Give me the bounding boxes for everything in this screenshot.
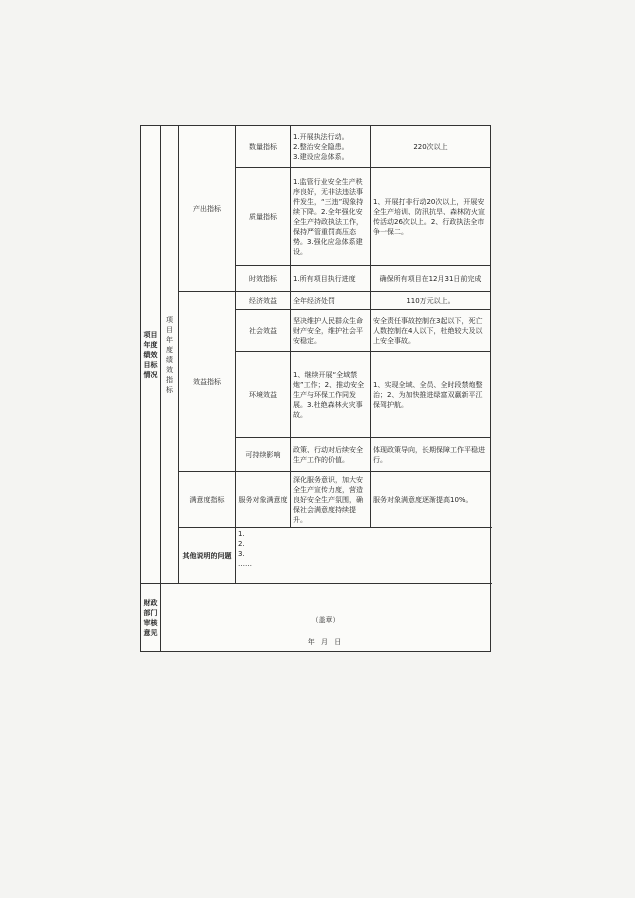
- indicator-name: 可持续影响: [236, 438, 291, 472]
- category-effect: 效益指标: [179, 292, 236, 472]
- indicator-target: 1、实现全域、全员、全时段禁炮整治；2、为加快推进绿富双赢新平江保驾护航。: [371, 352, 491, 438]
- indicator-content: 政策、行动对后续安全生产工作的价值。: [291, 438, 371, 472]
- note-line: 1.: [238, 530, 245, 538]
- indicator-content: 坚决维护人民群众生命财产安全，维护社会平安稳定。: [291, 310, 371, 352]
- review-label: 财政部门审核意见: [141, 584, 161, 652]
- other-notes-content: [236, 528, 491, 584]
- indicator-name: 时效指标: [236, 266, 291, 292]
- indicator-content: 1.监管行业安全生产秩序良好，无非法违法事件发生，“三违”现象持续下降。2.全年强化安全生产持政执法工作，保持严管重罚高压态势。3.强化应急体系建设。: [291, 168, 371, 266]
- indicator-target: 体现政策导向，长期保障工作平稳进行。: [371, 438, 491, 472]
- table-row: [141, 472, 491, 528]
- note-line: ……: [238, 560, 252, 568]
- review-content: [161, 584, 491, 652]
- indicator-target: 220次以上: [371, 126, 491, 168]
- sub-section-label: 项目年度绩效指标: [161, 126, 179, 584]
- indicator-content: [291, 126, 371, 168]
- table-row: [141, 292, 491, 310]
- seal-text: （盖章）: [311, 615, 340, 624]
- note-line: 2.: [238, 540, 245, 548]
- indicator-content: 全年经济处罚: [291, 292, 371, 310]
- content-line: 1.开展执法行动。: [293, 132, 349, 141]
- indicator-target: 确保所有项目在12月31日前完成: [371, 266, 491, 292]
- indicator-name: 服务对象满意度: [236, 472, 291, 528]
- indicator-target: 服务对象满意度逐渐提高10%。: [371, 472, 491, 528]
- content-line: 3.建设应急体系。: [293, 152, 349, 161]
- table-row: [141, 126, 491, 168]
- indicator-name: 质量指标: [236, 168, 291, 266]
- note-line: 3.: [238, 550, 245, 558]
- indicator-content: 深化服务意识，加大安全生产宣传力度，营造良好安全生产氛围，确保社会满意度持续提升。: [291, 472, 371, 528]
- table-row: [141, 528, 491, 584]
- category-satisfaction: 满意度指标: [179, 472, 236, 528]
- content-line: 2.整治安全隐患。: [293, 142, 349, 151]
- other-notes-label: 其他说明的问题: [179, 528, 236, 584]
- review-date: 年 月 日: [307, 637, 344, 646]
- indicator-name: 环境效益: [236, 352, 291, 438]
- indicator-target: 安全责任事故控制在3起以下，死亡人数控制在4人以下，杜绝较大及以上安全事故。: [371, 310, 491, 352]
- category-output: 产出指标: [179, 126, 236, 292]
- section-label: 项目年度绩效目标情况: [141, 126, 161, 584]
- indicator-content: 1.所有项目执行进度: [291, 266, 371, 292]
- performance-table: [140, 125, 491, 652]
- table-row: [141, 584, 491, 652]
- indicator-target: 1、开展打非行动20次以上，开展安全生产培训、防汛抗旱、森林防火宣传活动26次以上。2、行政执法全市争一保二。: [371, 168, 491, 266]
- indicator-name: 经济效益: [236, 292, 291, 310]
- indicator-target: 110万元以上。: [371, 292, 491, 310]
- indicator-content: 1、继续开展“全域禁炮”工作；2、推动安全生产与环保工作同发展。3.杜绝森林火灾事故。: [291, 352, 371, 438]
- indicator-name: 社会效益: [236, 310, 291, 352]
- indicator-name: 数量指标: [236, 126, 291, 168]
